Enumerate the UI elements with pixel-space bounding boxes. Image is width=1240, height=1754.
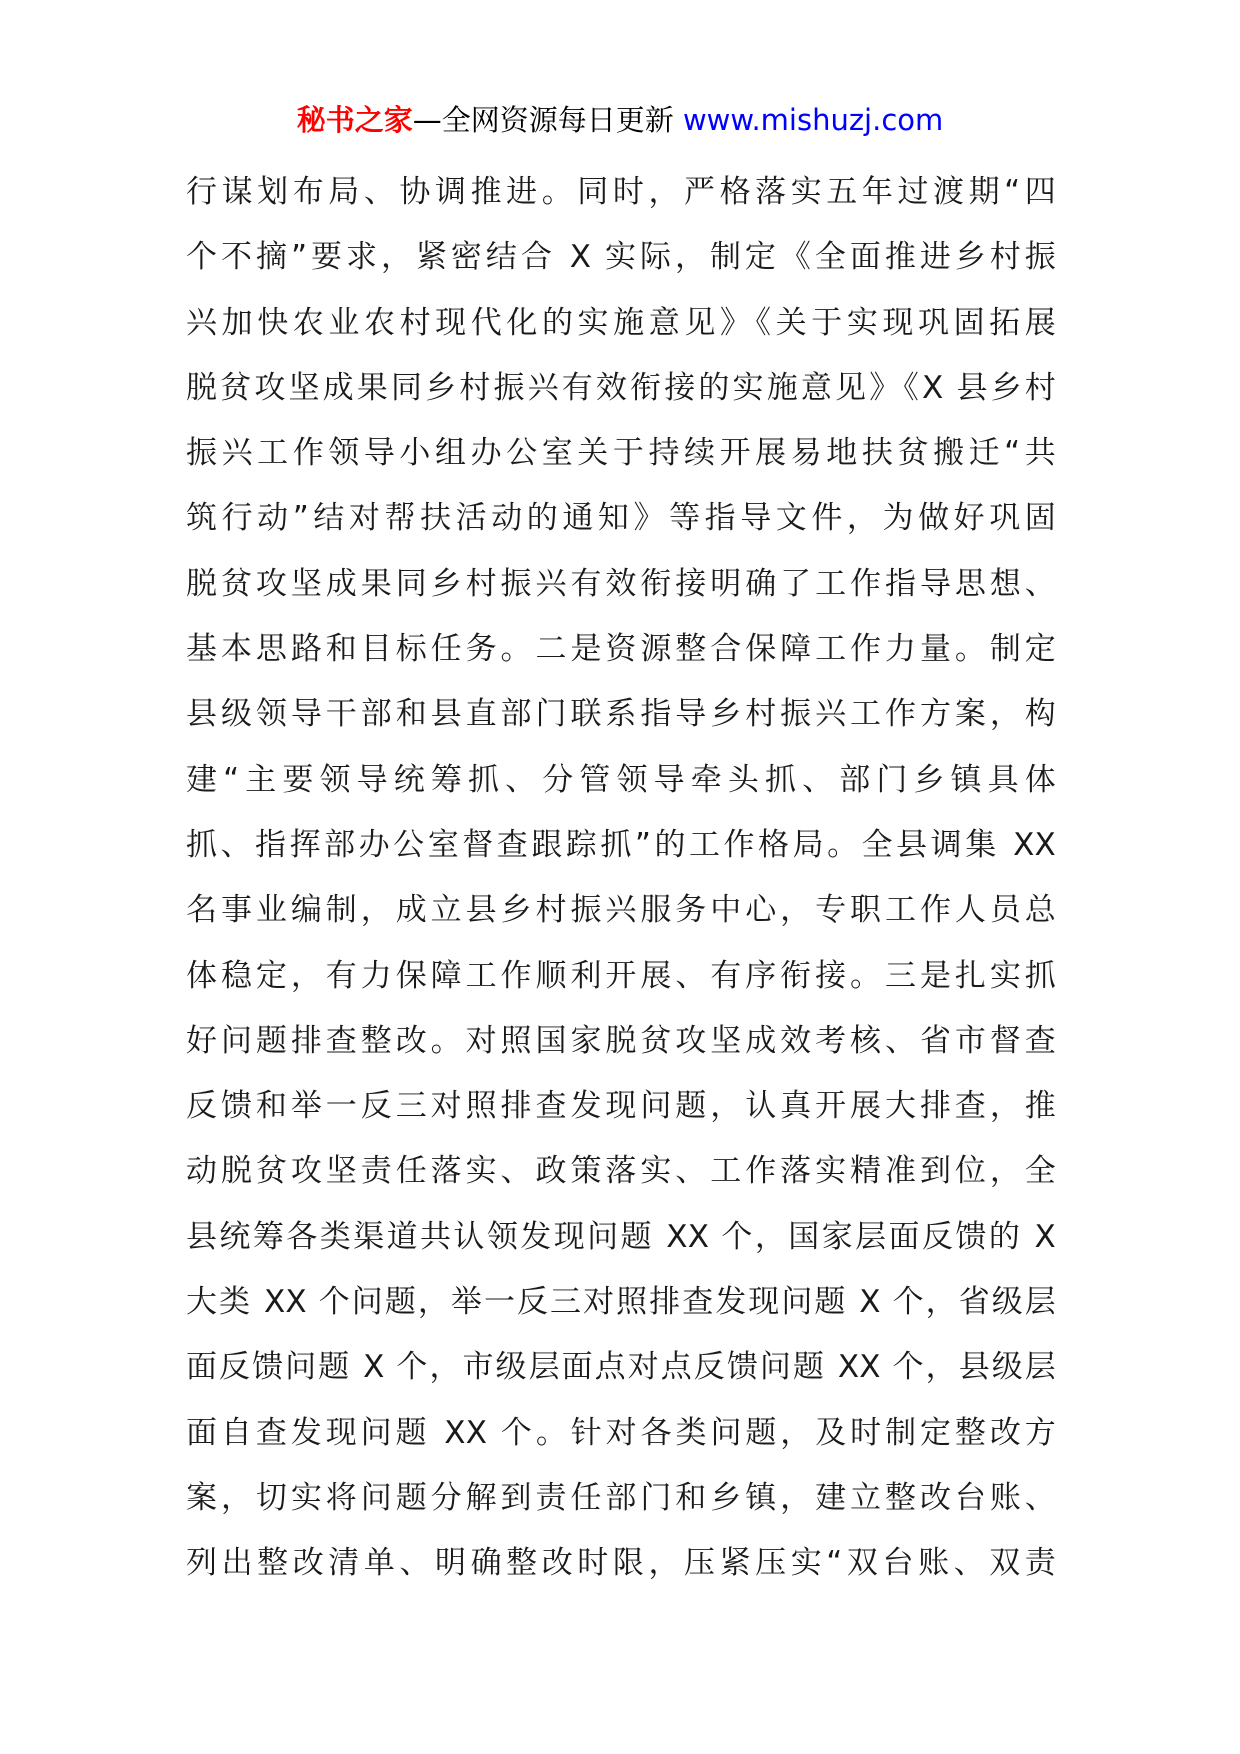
body-text-line: 个不摘”要求，紧密结合 X 实际，制定《全面推进乡村振	[186, 239, 1056, 276]
body-text-line: 反馈和举一反三对照排查发现问题，认真开展大排查，推	[186, 1088, 1056, 1125]
body-text-line: 建“主要领导统筹抓、分管领导牵头抓、部门乡镇具体	[186, 761, 1056, 798]
body-text-line: 面自查发现问题 XX 个。针对各类问题，及时制定整改方	[186, 1414, 1056, 1451]
body-text-line: 行谋划布局、协调推进。同时，严格落实五年过渡期“四	[186, 174, 1056, 210]
body-text-line: 列出整改清单、明确整改时限，压紧压实“双台账、双责	[186, 1545, 1056, 1582]
document-body	[186, 160, 1056, 1597]
body-text-line: 动脱贫攻坚责任落实、政策落实、工作落实精准到位，全	[186, 1153, 1056, 1190]
body-text-line: 脱贫攻坚成果同乡村振兴有效衔接明确了工作指导思想、	[186, 565, 1056, 602]
site-url-link[interactable]: www.mishuzj.com	[682, 103, 944, 137]
body-text-line: 县统筹各类渠道共认领发现问题 XX 个，国家层面反馈的 X	[186, 1218, 1056, 1255]
body-text-line: 脱贫攻坚成果同乡村振兴有效衔接的实施意见》《X 县乡村	[186, 369, 1056, 406]
body-text-line: 筑行动”结对帮扶活动的通知》等指导文件，为做好巩固	[186, 500, 1056, 537]
body-text-line: 兴加快农业农村现代化的实施意见》《关于实现巩固拓展	[186, 304, 1056, 341]
body-text-line: 基本思路和目标任务。二是资源整合保障工作力量。制定	[186, 631, 1056, 668]
body-text-line: 大类 XX 个问题，举一反三对照排查发现问题 X 个，省级层	[186, 1284, 1056, 1321]
body-text-line: 县级领导干部和县直部门联系指导乡村振兴工作方案，构	[186, 696, 1056, 733]
body-text-line: 面反馈问题 X 个，市级层面点对点反馈问题 XX 个，县级层	[186, 1349, 1056, 1386]
body-text-line: 振兴工作领导小组办公室关于持续开展易地扶贫搬迁“共	[186, 435, 1056, 472]
body-text-line: 案，切实将问题分解到责任部门和乡镇，建立整改台账、	[186, 1479, 1056, 1516]
site-brand: 秘书之家	[296, 103, 413, 137]
site-tagline: —全网资源每日更新	[412, 103, 683, 137]
body-text-line: 抓、指挥部办公室督查跟踪抓”的工作格局。全县调集 XX	[186, 826, 1056, 863]
page-header	[0, 100, 1240, 140]
body-text-line: 名事业编制，成立县乡村振兴服务中心，专职工作人员总	[186, 892, 1056, 929]
body-text-line: 体稳定，有力保障工作顺利开展、有序衔接。三是扎实抓	[186, 957, 1056, 994]
body-text-line: 好问题排查整改。对照国家脱贫攻坚成效考核、省市督查	[186, 1022, 1056, 1059]
